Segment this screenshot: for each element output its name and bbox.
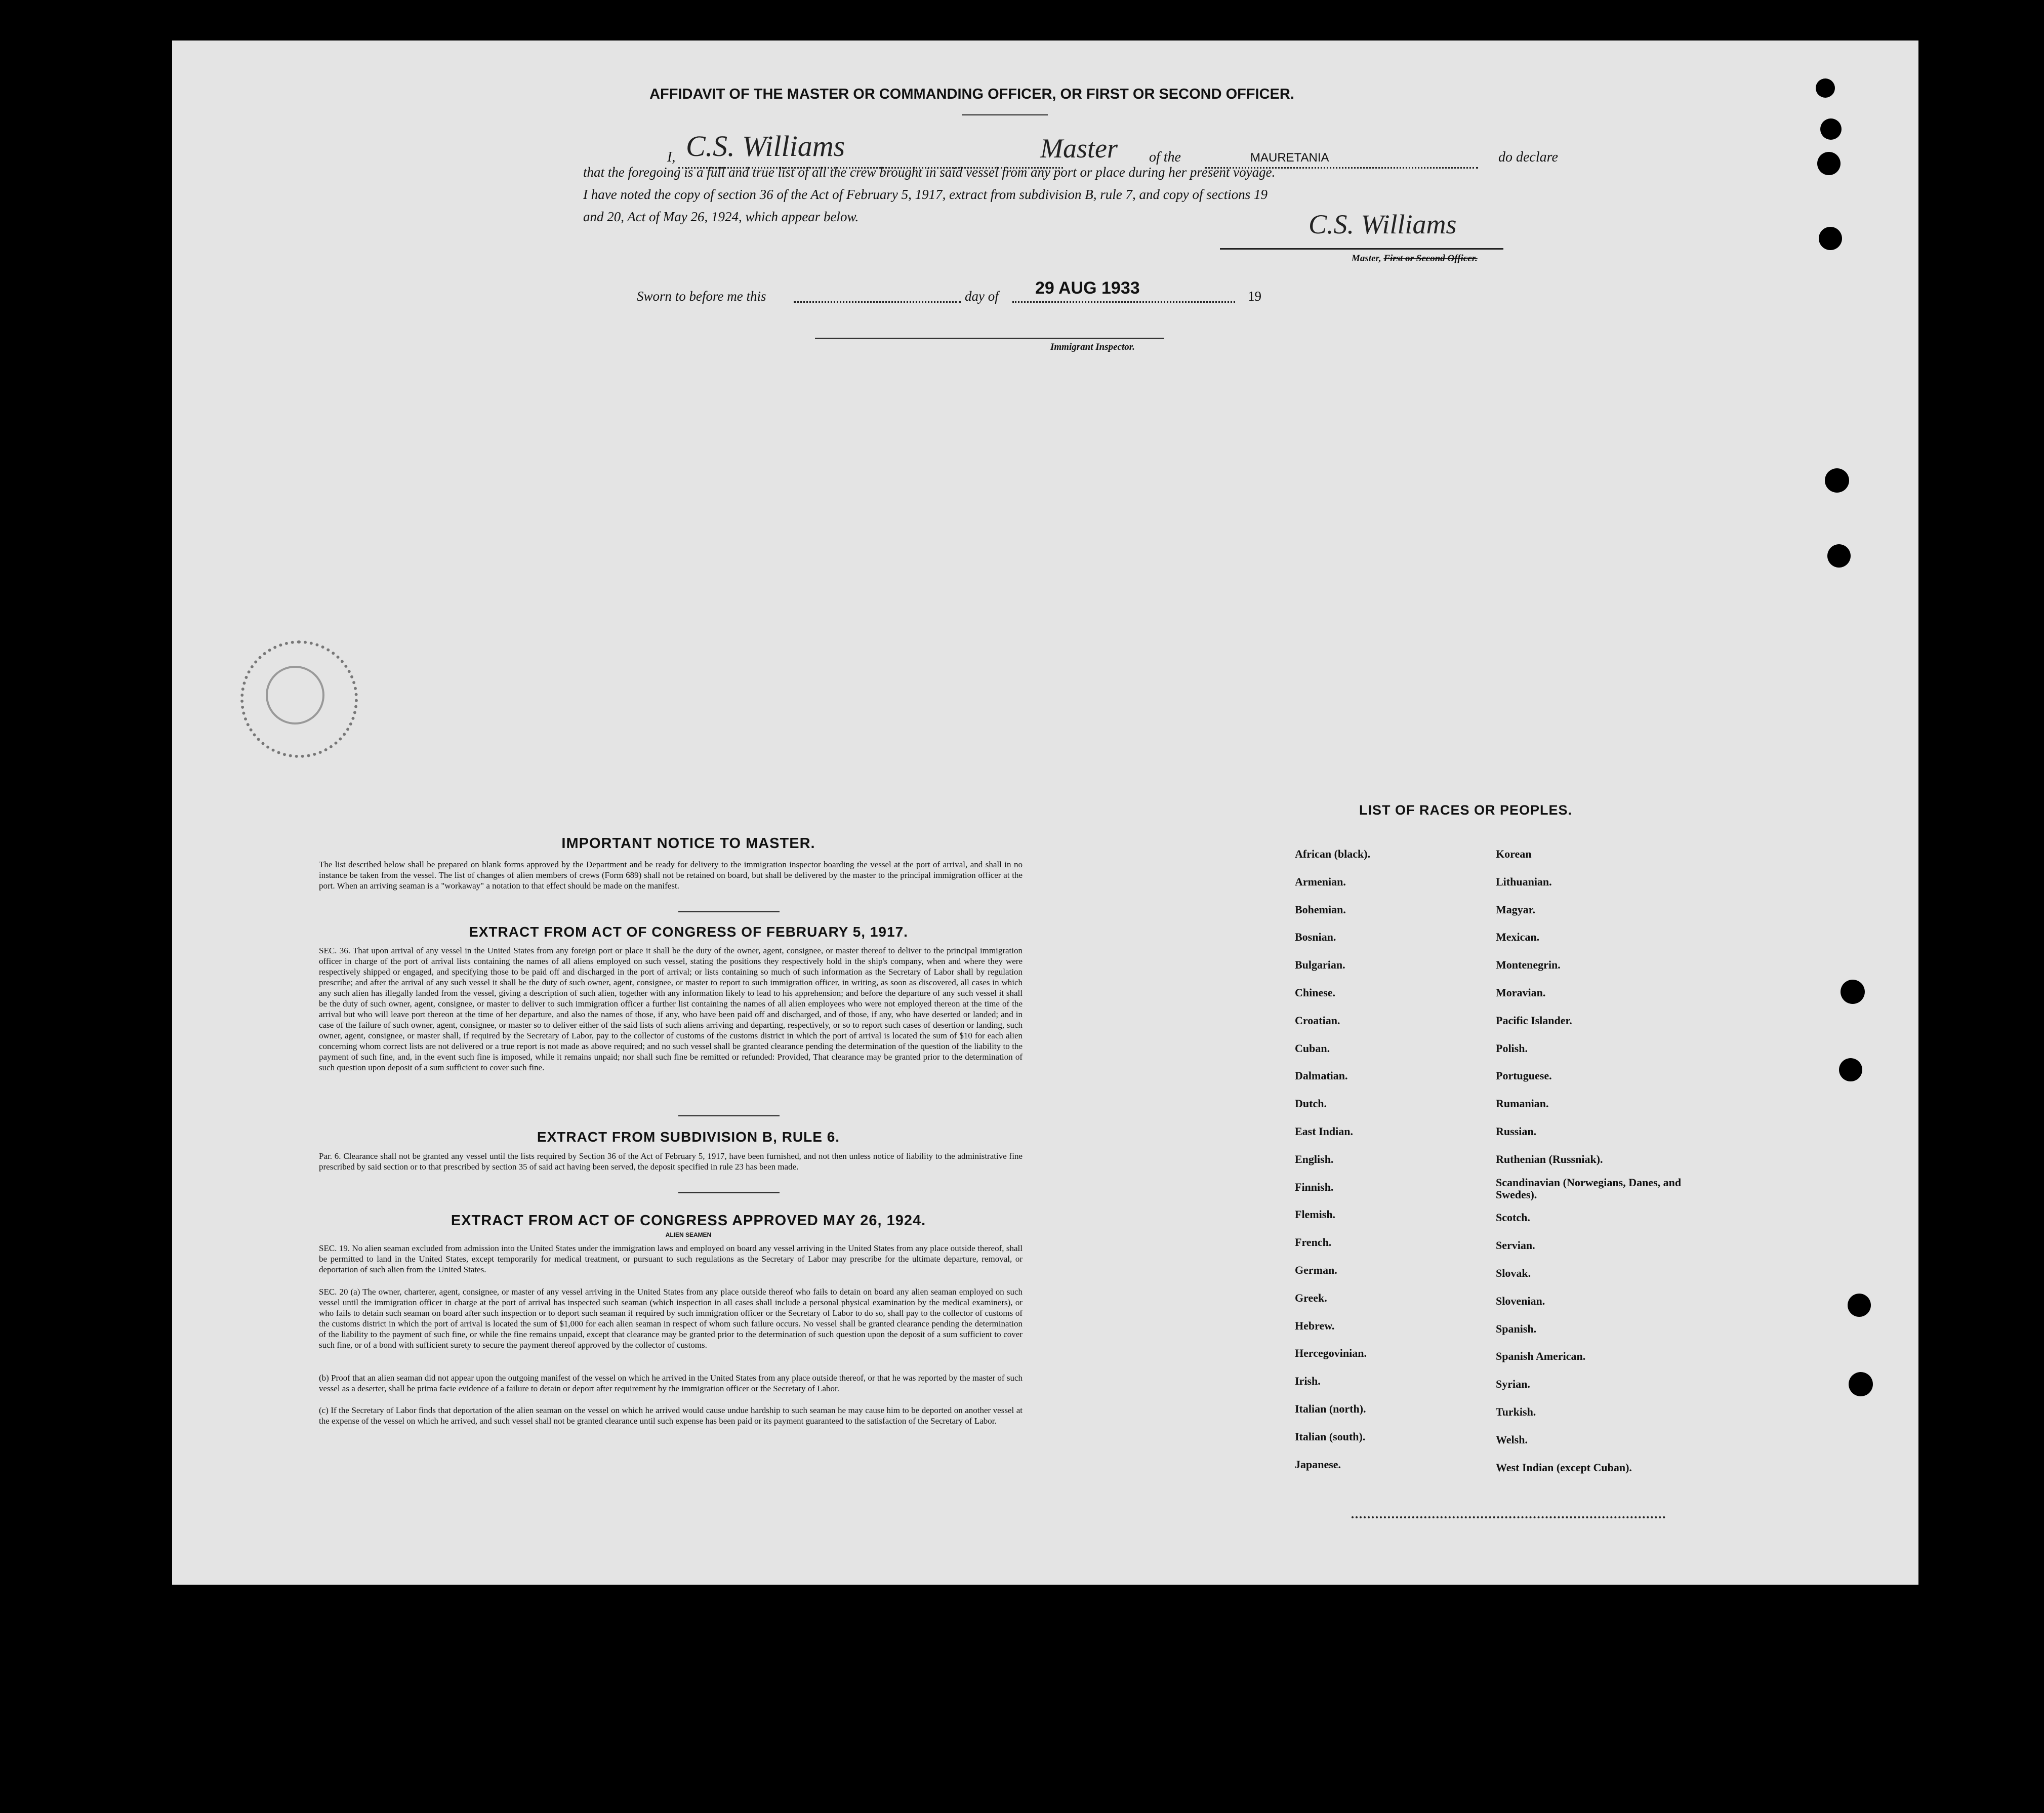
official-seal-inner [266,666,324,724]
punch-hole [1819,227,1842,250]
race-item: Dutch. [1295,1097,1327,1110]
extract-1917-text: SEC. 36. That upon arrival of any vessel in the United States from any foreign port or place it shall be the duty of the owner, agent, consignee, or master thereof to deliver to the principal immigration officer in charge of the port of arrival lists containing the names of all aliens employed on such vessel, stating the positions they respectively hold in the ship's company, when and where they were respectively shipped or engaged, and specifying those to be paid off and discharged in the port of arrival; or lists containing so much of such information as the Secretary of Labor shall by regulation prescribe; and after the arrival of any such vessel it shall be the duty of such owner, agent, consignee, or master to report to such immigration officer, in writing, as soon as discovered, all cases in which any such alien has illegally landed from the vessel, giving a description of such alien, together with any information likely to lead to his apprehension; and before the departure of any such vessel it shall be the duty of such owner, agent, consignee, or master to deliver to such immigration officer a further list containing the names of all alien employees who were not employed thereon at the time of the arrival but who will leave port thereon at the time of her departure, and also the names of those, if any, who have been paid off and discharged, and of those, if any, who have deserted or landed; and in case of the failure of such owner, agent, consignee, or master so to deliver either of the said lists of such aliens arriving and departing, respectively, or so to report such cases of desertion or landing, such owner, agent, consignee, or master shall, if required by the Secretary of Labor, pay to the collector of customs of the customs district in which the port of arrival is located the sum of $10 for each alien concerning whom correct lists are not delivered or a true report is not made as above required; and no such vessel shall be granted clearance pending the determination of the question of the liability to the payment of such fine, and, in the event such fine is imposed, while it remains unpaid; nor shall such fine be remitted or refunded: Provided, That clearance may be granted prior to the determination of such question upon deposit of a sum sufficient to cover such fine. [319,946,1023,1072]
race-item: Japanese. [1295,1458,1341,1471]
sworn-day-line [794,301,961,303]
signature-caption-master: Master, [1352,253,1381,264]
race-item: Italian (north). [1295,1402,1366,1415]
punch-hole [1841,980,1865,1004]
race-item: Hercegovinian. [1295,1347,1367,1360]
race-item: Spanish American. [1496,1350,1586,1363]
inspector-caption: Immigrant Inspector. [1050,342,1135,352]
signature-caption-struck: First or Second Officer. [1383,253,1478,264]
race-item: Servian. [1496,1239,1535,1252]
rule6-title: EXTRACT FROM SUBDIVISION B, RULE 6. [537,1129,840,1145]
affidavit-body-line3: and 20, Act of May 26, 1924, which appear below. [583,209,859,224]
race-item: Scandinavian (Norwegians, Danes, and Swedes). [1496,1176,1682,1201]
document-page [172,41,1918,1585]
vessel-stamp: MAURETANIA [1250,151,1329,165]
races-left-column [1295,840,1477,1478]
notice-title: IMPORTANT NOTICE TO MASTER. [561,835,815,852]
punch-hole [1849,1372,1873,1396]
race-item: Syrian. [1496,1378,1530,1391]
punch-hole [1839,1058,1862,1081]
notice-rule [678,911,780,912]
race-item: Hebrew. [1295,1319,1335,1332]
signature-handwritten: C.S. Williams [1309,209,1457,239]
do-declare-label: do declare [1498,149,1558,165]
rule6-text: Par. 6. Clearance shall not be granted any vessel until the lists required by Section 36 of the Act of February 5, 1917, have been furnished, and not then unless notice of liability to the administrative fine prescribed by said section or to that prescribed by section 35 of said act having been served, the deposit specified in rule 23 has been made. [319,1151,1023,1172]
punch-hole [1827,544,1851,568]
extract-1917-title: EXTRACT FROM ACT OF CONGRESS OF FEBRUARY 5, 1917. [469,924,908,940]
race-item: Rumanian. [1496,1097,1549,1110]
race-item: Slovak. [1496,1266,1531,1279]
race-item: Dalmatian. [1295,1069,1348,1082]
race-item: French. [1295,1236,1332,1249]
extract-1924-sec20b: (b) Proof that an alien seaman did not appear upon the outgoing manifest of the vessel on which he arrived in the United States from any place outside thereof, or that he was reported by the master of such vessel as a deserter, shall be prima facie evidence of a failure to detain or deport after requirement by the immigration officer or the Secretary of Labor. [319,1373,1023,1393]
race-item: Bosnian. [1295,931,1336,944]
punch-hole [1817,152,1841,175]
race-item: Spanish. [1496,1322,1537,1335]
rule6-rule [678,1192,780,1193]
race-item: Polish. [1496,1041,1528,1055]
race-item: Montenegrin. [1496,958,1561,972]
notice-text: The list described below shall be prepared on blank forms approved by the Department and be ready for delivery to the immigration inspector boarding the vessel at the port of arrival, and shall in no instance be taken from the vessel. The list of changes of alien members of crews (Form 689) shall not be retained on board, but shall be delivered by the master to the principal immigration officer at the port. When an arriving seaman is a "workaway" a notation to that effect should be made on the manifest. [319,860,1023,891]
race-item: African (black). [1295,848,1371,860]
sworn-label: Sworn to before me this [637,289,766,304]
bottom-mark [1352,1516,1665,1518]
race-item: West Indian (except Cuban). [1496,1461,1632,1474]
race-item: Korean [1496,848,1532,860]
master-name-handwritten: C.S. Williams [686,130,845,163]
race-item: Turkish. [1496,1405,1536,1418]
race-item: Cuban. [1295,1041,1330,1055]
race-item: English. [1295,1152,1334,1165]
races-right-column [1496,840,1708,1481]
year-prefix: 19 [1248,289,1261,304]
of-the-label: of the [1149,149,1181,165]
race-item: Lithuanian. [1496,875,1552,888]
race-item: Bohemian. [1295,903,1346,916]
affidavit-title: AFFIDAVIT OF THE MASTER OR COMMANDING OFFICER, OR FIRST OR SECOND OFFICER. [649,86,1294,102]
race-item: Greek. [1295,1291,1327,1304]
race-item: Mexican. [1496,931,1540,944]
race-item: Flemish. [1295,1208,1336,1221]
extract-1917-rule [678,1115,780,1116]
signature-caption [1352,253,1478,264]
extract-1924-sec20c: (c) If the Secretary of Labor finds that deportation of the alien seaman on the vessel on which he arrived would cause undue hardship to such seaman he may cause him to be deported on another vessel at the expense of the vessel on which he arrived, and such vessel shall not be granted clearance until such expense has been paid or its payment guaranteed to the satisfaction of the Secretary of Labor. [319,1405,1023,1426]
race-item: East Indian. [1295,1124,1353,1138]
race-item: Armenian. [1295,875,1346,888]
extract-1924-subtitle: ALIEN SEAMEN [665,1231,712,1238]
race-item: Slovenian. [1496,1294,1545,1307]
race-item: German. [1295,1263,1337,1276]
extract-1924-sec20a: SEC. 20 (a) The owner, charterer, agent, consignee, or master of any vessel arriving in the United States from any place outside thereof who fails to detain on board any alien seaman employed on such vessel until the immigration officer in charge at the port of arrival has inspected such seaman (which inspection in all cases shall include a personal physical examination by the medical examiners), or who fails to detain such seaman on board after such inspection or to deport such seaman if required by such immigration officer or the Secretary of Labor to do so, shall pay to the collector of customs of the customs district in which the port of arrival is located the sum of $1,000 for each alien seaman in respect of whom such failure occurs. No vessel shall be granted clearance pending the determination of the liability to the payment of such fine, or while the fine remains unpaid, except that clearance may be granted prior to the determination of such question upon the deposit of a sum sufficient to cover such fine, or of a bond with sufficient surety to secure the payment thereof approved by the collector of customs. [319,1287,1023,1350]
extract-1924-sec19: SEC. 19. No alien seaman excluded from admission into the United States under the immigration laws and employed on board any vessel arriving in the United States from any place outside thereof, shall be permitted to land in the United States, except temporarily for medical treatment, or pursuant to such regulations as the Secretary of Labor may prescribe for the ultimate departure, removal, or deportation of such alien from the United States. [319,1243,1023,1274]
race-item: Portuguese. [1496,1069,1552,1082]
race-item: Italian (south). [1295,1430,1366,1443]
race-item: Irish. [1295,1375,1321,1388]
rank-handwritten: Master [1040,133,1118,164]
title-rule [962,114,1048,115]
punch-hole [1848,1294,1871,1317]
race-item: Croatian. [1295,1014,1340,1027]
race-item: Magyar. [1496,903,1536,916]
punch-hole [1820,118,1842,140]
race-item: Pacific Islander. [1496,1014,1572,1027]
punch-hole [1816,78,1835,98]
extract-1924-title: EXTRACT FROM ACT OF CONGRESS APPROVED MAY 26, 1924. [451,1213,926,1229]
affidavit-body-line2: I have noted the copy of section 36 of the Act of February 5, 1917, extract from subdivision B, rule 7, and copy of sections 19 [583,187,1268,202]
punch-hole [1825,468,1849,493]
race-item: Russian. [1496,1124,1537,1138]
race-item: Welsh. [1496,1433,1528,1446]
date-stamp: 29 AUG 1933 [1035,278,1140,298]
sworn-month-line [1012,301,1235,303]
race-item: Bulgarian. [1295,958,1345,972]
i-label: I, [667,149,676,165]
affidavit-body-line1: that the foregoing is a full and true list of all the crew brought in said vessel from any port or place during her present voyage. [583,165,1276,180]
race-item: Finnish. [1295,1180,1334,1193]
race-item: Moravian. [1496,986,1546,999]
day-of-label: day of [965,289,999,304]
signature-line [1220,248,1503,250]
inspector-line [815,338,1164,339]
race-item: Scotch. [1496,1211,1530,1224]
race-item: Chinese. [1295,986,1336,999]
races-title: LIST OF RACES OR PEOPLES. [1359,802,1573,818]
race-item: Ruthenian (Russniak). [1496,1152,1603,1165]
